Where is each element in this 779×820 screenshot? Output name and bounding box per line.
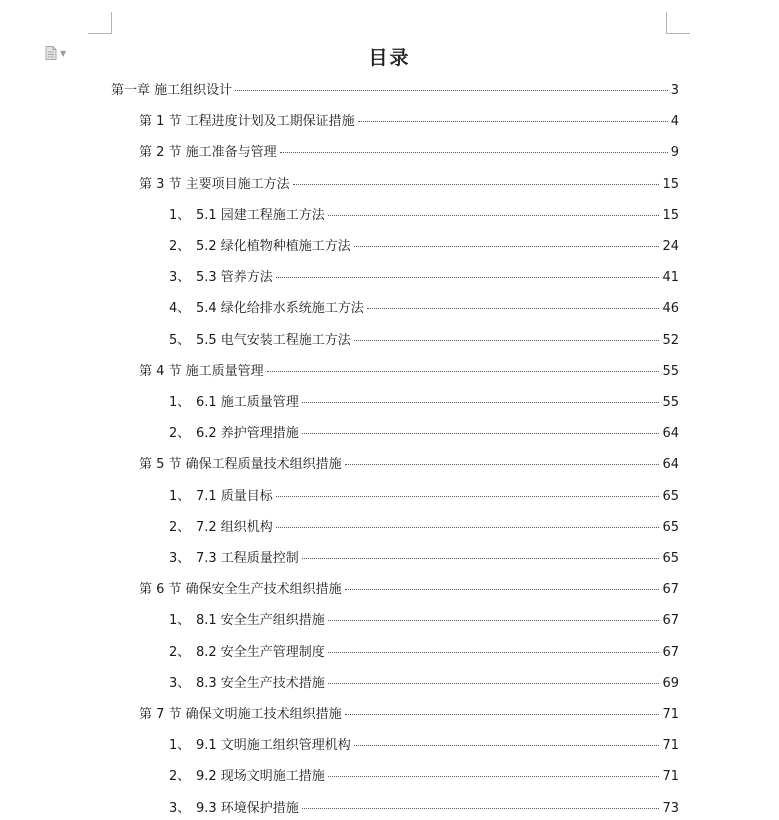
toc-leader-dots [293, 183, 660, 185]
toc-leader-dots [328, 682, 660, 684]
toc-entry-number: 4、 [169, 301, 191, 317]
toc-entry-number: 3、 [169, 270, 191, 286]
toc-entry-label: 第 4 节 施工质量管理 [139, 363, 264, 379]
toc-entry-label: 5.3 管养方法 [196, 270, 273, 286]
toc-leader-dots [276, 495, 660, 497]
toc-page-number: 4 [670, 114, 679, 130]
toc-leader-dots [328, 775, 660, 777]
toc-entry-text [139, 112, 355, 132]
toc-entry-number: 1、 [169, 738, 191, 754]
toc-entry-number: 1、 [169, 395, 191, 410]
toc-entry-text [169, 487, 273, 507]
toc-entry-number: 2、 [169, 426, 191, 442]
toc-entry-number: 2、 [169, 644, 191, 660]
toc-entry[interactable] [169, 799, 679, 819]
toc-entry-label: 9.1 文明施工组织管理机构 [196, 738, 351, 754]
toc-page-number: 41 [662, 270, 679, 286]
toc-entry-text [139, 455, 342, 475]
toc-entry-label: 5.5 电气安装工程施工方法 [196, 332, 351, 348]
toc-entry[interactable] [139, 362, 679, 382]
toc-entry[interactable] [169, 206, 679, 226]
toc-entry-text [169, 549, 299, 569]
toc-entry-text [139, 362, 264, 382]
toc-leader-dots [345, 463, 660, 465]
toc-entry[interactable] [139, 455, 679, 475]
toc-leader-dots [235, 89, 668, 91]
toc-entry-number: 5、 [169, 332, 191, 348]
toc-entry[interactable] [169, 611, 679, 631]
toc-leader-dots [354, 744, 660, 746]
toc-entry[interactable] [169, 299, 679, 319]
toc-entry-label: 7.3 工程质量控制 [196, 551, 299, 566]
toc-entry-text [169, 611, 325, 631]
toc-entry-text [169, 674, 325, 694]
toc-entry-number: 3、 [169, 675, 191, 691]
toc-entry[interactable] [111, 81, 679, 101]
toc-leader-dots [276, 276, 660, 278]
toc-entry[interactable] [169, 549, 679, 569]
toc-leader-dots [354, 245, 660, 247]
toc-page-number: 67 [662, 644, 679, 660]
toc-page-number: 65 [662, 551, 679, 566]
toc-entry-label: 第 6 节 确保安全生产技术组织措施 [139, 582, 342, 598]
toc-entry-text [169, 331, 351, 351]
toc-entry[interactable] [169, 518, 679, 538]
toc-leader-dots [267, 370, 660, 372]
toc-entry[interactable] [169, 736, 679, 756]
toc-entry-label: 5.2 绿化植物种植施工方法 [196, 239, 351, 254]
toc-entry-text [111, 81, 232, 101]
toc-entry-number: 1、 [169, 488, 191, 504]
toc-entry-text [169, 736, 351, 756]
toc-page-number: 65 [662, 488, 679, 504]
toc-page-number: 71 [662, 769, 679, 785]
toc-leader-dots [367, 307, 660, 309]
toc-entry-number: 1、 [169, 613, 191, 629]
toc-page-number: 67 [662, 582, 679, 598]
toc-entry-number: 1、 [169, 207, 191, 223]
toc-entry[interactable] [139, 143, 679, 163]
toc-entry-number: 2、 [169, 769, 191, 785]
toc-page-number: 24 [662, 239, 679, 254]
toc-entry-label: 8.1 安全生产组织措施 [196, 613, 325, 629]
toc-entry-text [139, 175, 290, 195]
toc-page-number: 52 [662, 332, 679, 348]
toc-entry-label: 第 2 节 施工准备与管理 [139, 145, 277, 161]
toc-entry-text [139, 705, 342, 725]
toc-entry-number: 3、 [169, 551, 191, 566]
toc-entry-label: 9.2 现场文明施工措施 [196, 769, 325, 785]
page-corner-top-right [666, 12, 690, 34]
toc-entry-label: 9.3 环境保护措施 [196, 800, 299, 816]
toc-entry-label: 第 1 节 工程进度计划及工期保证措施 [139, 114, 355, 130]
toc-page-number: 71 [662, 738, 679, 754]
toc-entry-label: 8.3 安全生产技术措施 [196, 675, 325, 691]
toc-leader-dots [302, 557, 660, 559]
toc-page-number: 64 [662, 457, 679, 473]
toc-page-number: 65 [662, 519, 679, 535]
toc-entry-label: 8.2 安全生产管理制度 [196, 644, 325, 660]
toc-entry-text [139, 143, 277, 163]
toc-page-number: 71 [662, 707, 679, 722]
toc-entry-label: 5.1 园建工程施工方法 [196, 207, 325, 223]
toc-entry-text [169, 767, 325, 787]
toc-entry-text [139, 580, 342, 600]
chevron-down-icon: ▼ [60, 48, 67, 58]
toc-entry[interactable] [139, 580, 679, 600]
page-title: 目录 [368, 47, 411, 69]
toc-page-number: 46 [662, 301, 679, 317]
toc-entry[interactable] [169, 393, 679, 413]
toc-entry-text [169, 268, 273, 288]
toc-page-number: 64 [662, 426, 679, 442]
toc-entry-number: 3、 [169, 800, 191, 816]
toc-entry-label: 7.1 质量目标 [196, 488, 273, 504]
toc-leader-dots [328, 619, 660, 621]
toc-page-number: 69 [662, 675, 679, 691]
toc-entry-number: 2、 [169, 239, 191, 254]
toc-entry[interactable] [169, 424, 679, 444]
toc-page-number: 9 [670, 145, 679, 161]
toc-entry-text [169, 643, 325, 663]
toc-entry-text [169, 424, 299, 444]
toc-page-number: 55 [662, 395, 679, 410]
toc-page-number: 15 [662, 207, 679, 223]
toc-leader-dots [302, 432, 660, 434]
toc-page-number: 55 [662, 363, 679, 379]
toc-entry-text [169, 206, 325, 226]
toc-entry[interactable] [169, 643, 679, 663]
toc-entry-text [169, 393, 299, 413]
toc-entry[interactable] [169, 268, 679, 288]
toc-entry[interactable] [169, 237, 679, 257]
toc-leader-dots [280, 151, 668, 153]
toc-entry[interactable] [139, 112, 679, 132]
toc-entry-label: 第一章 施工组织设计 [111, 83, 233, 98]
toc-entry[interactable] [139, 705, 679, 725]
toc-leader-dots [276, 526, 660, 528]
toc-leader-dots [328, 651, 660, 653]
toc-entry-label: 6.1 施工质量管理 [196, 395, 299, 410]
toc-entry[interactable] [169, 767, 679, 787]
toc-entry-number: 2、 [169, 519, 191, 535]
page-corner-top-left [88, 12, 112, 34]
toc-entry-label: 第 3 节 主要项目施工方法 [139, 176, 290, 192]
toc-entry-label: 第 5 节 确保工程质量技术组织措施 [139, 457, 342, 473]
toc-entry-text [169, 799, 299, 819]
toc-page-number: 3 [670, 83, 679, 98]
toc-leader-dots [354, 339, 660, 341]
toc-entry[interactable] [169, 487, 679, 507]
toc-leader-dots [345, 588, 660, 590]
toc-entry[interactable] [169, 331, 679, 351]
toc-page-number: 15 [662, 176, 679, 192]
toc-entry-text [169, 518, 273, 538]
toc-entry[interactable] [169, 674, 679, 694]
toc-leader-dots [302, 401, 660, 403]
toc-entry-label: 7.2 组织机构 [196, 519, 273, 535]
toc-page-number: 73 [662, 800, 679, 816]
toc-entry-label: 5.4 绿化给排水系统施工方法 [196, 301, 364, 317]
toc-leader-dots [345, 713, 660, 715]
toc-entry-text [169, 237, 351, 257]
toc-leader-dots [302, 807, 660, 809]
toc-page-number: 67 [662, 613, 679, 629]
toc-entry[interactable] [139, 175, 679, 195]
toc-entry-label: 6.2 养护管理措施 [196, 426, 299, 442]
toc-leader-dots [328, 214, 660, 216]
toc-entry-text [169, 299, 364, 319]
toc-entry-label: 第 7 节 确保文明施工技术组织措施 [139, 707, 342, 722]
toc-leader-dots [358, 120, 668, 122]
